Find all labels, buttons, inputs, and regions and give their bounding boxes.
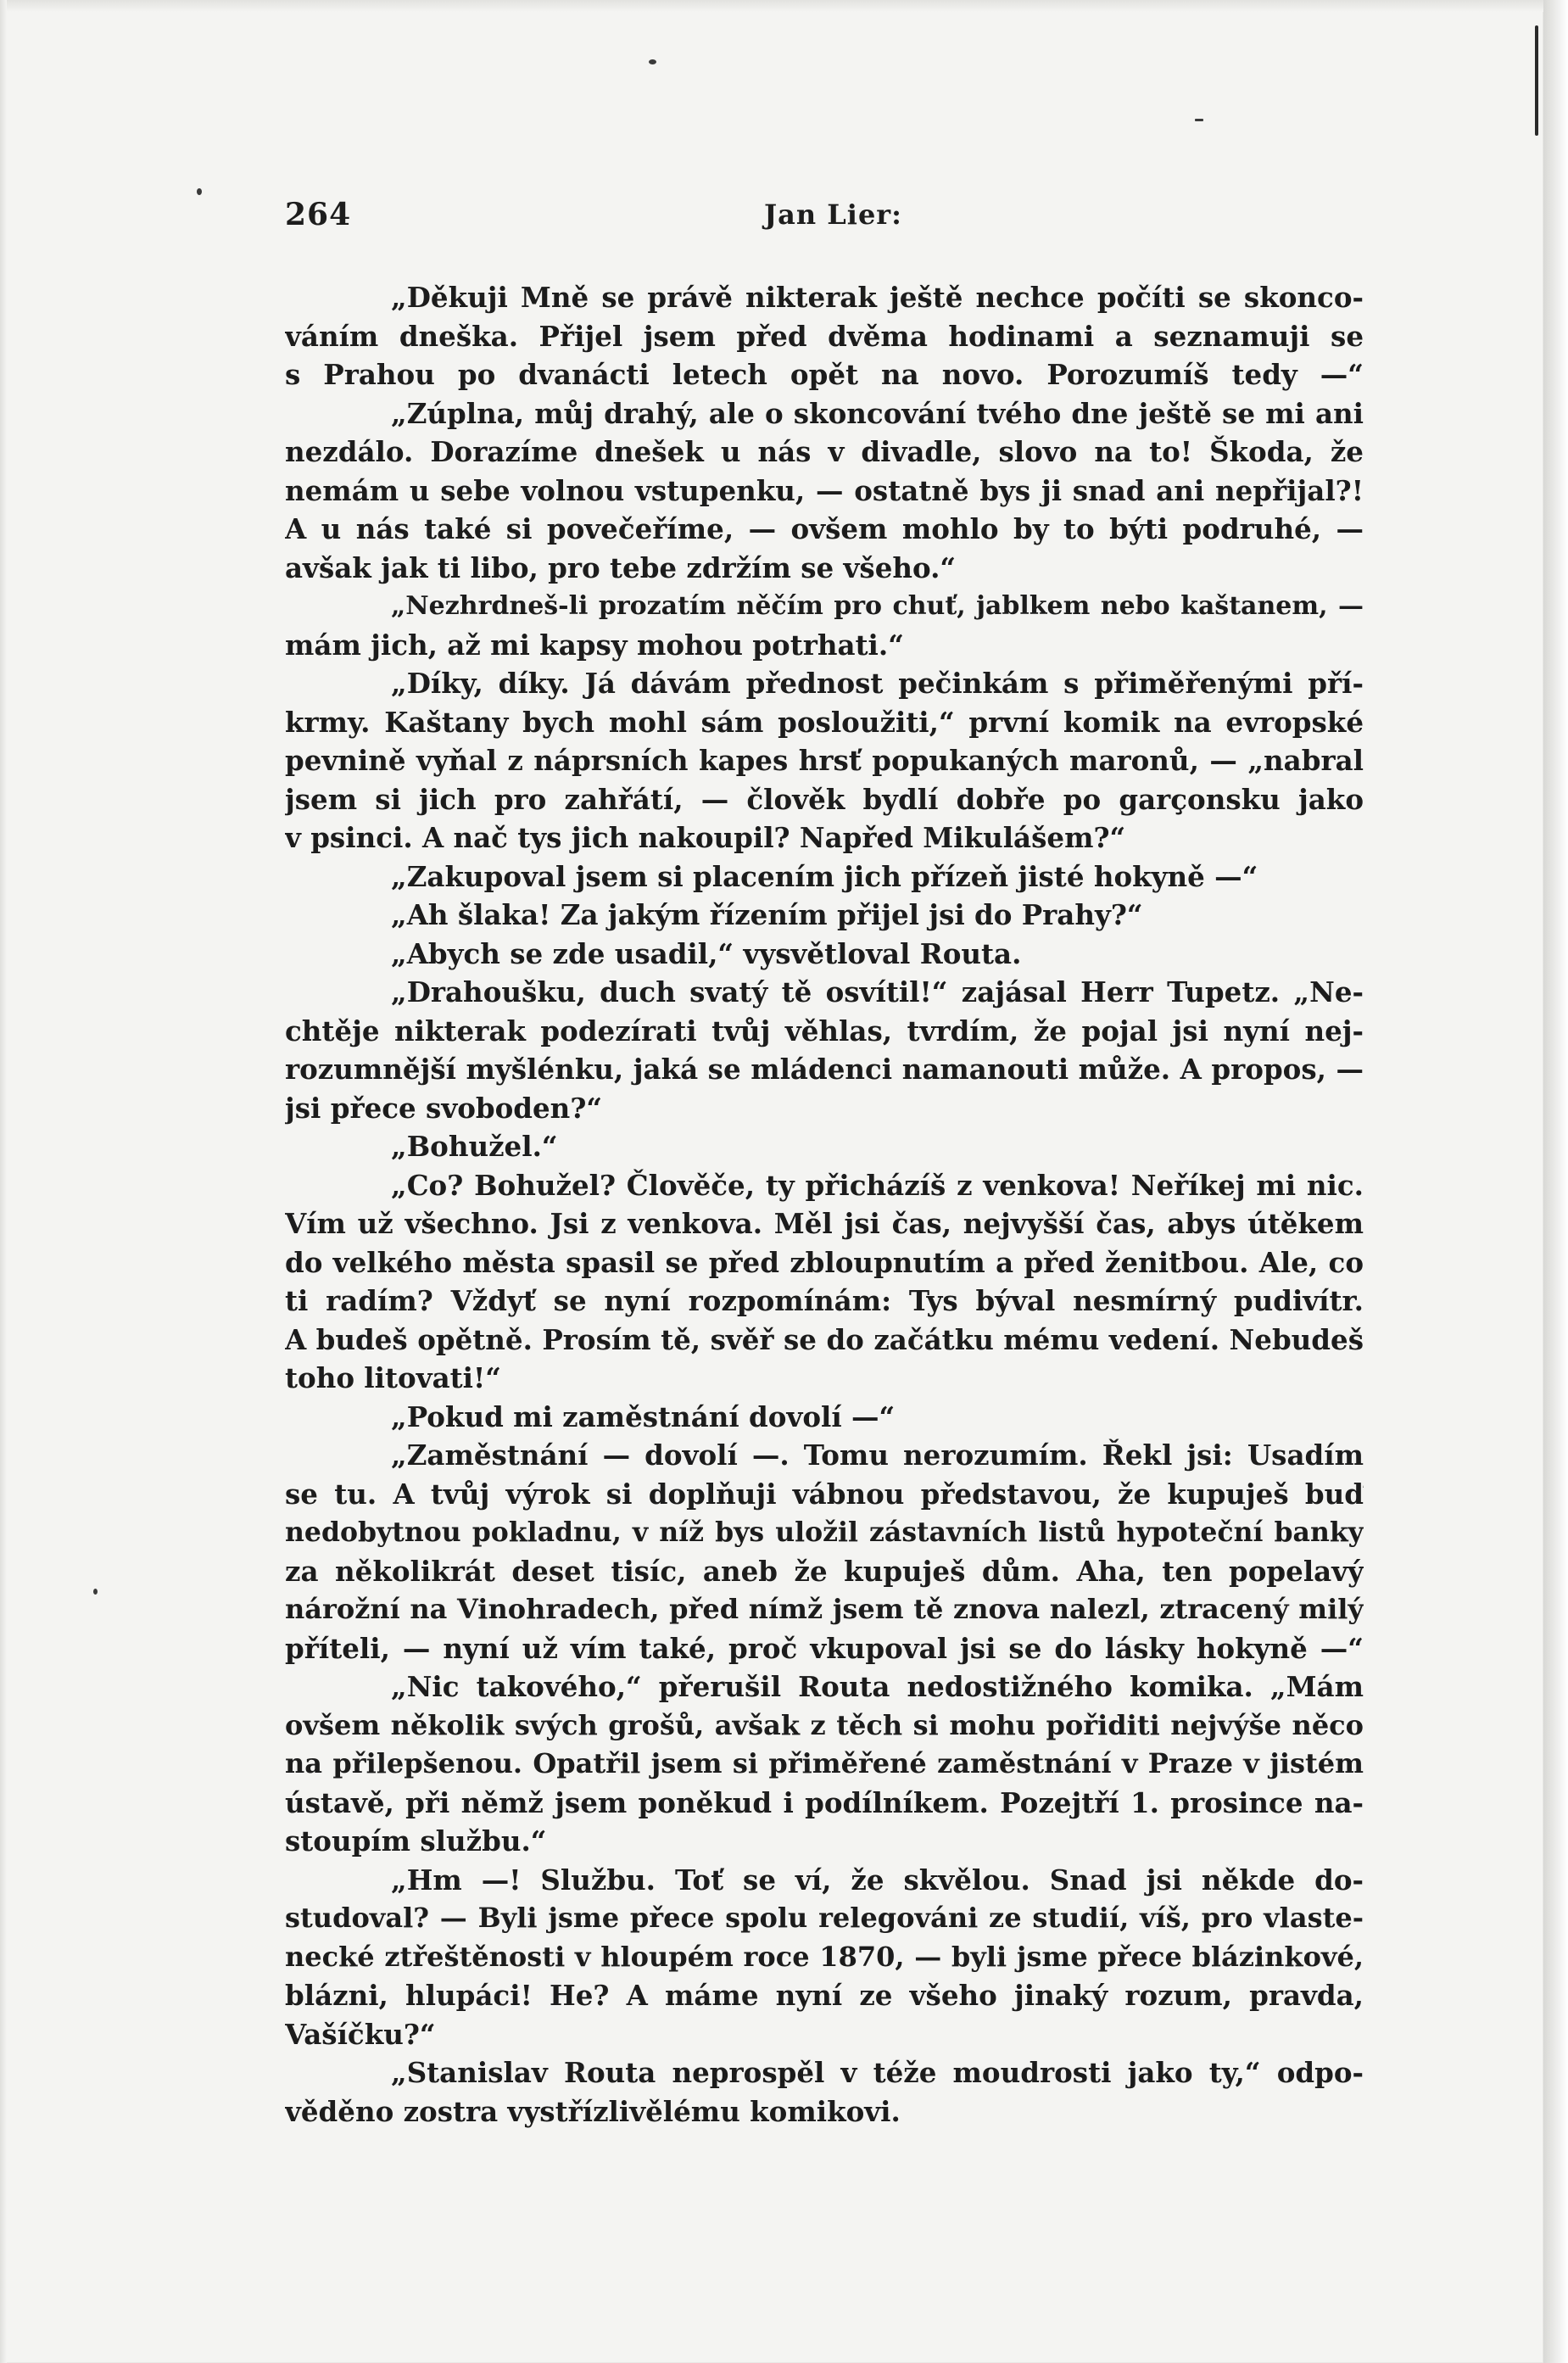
text-line: krmy. Kaštany bych mohl sám posloužiti,“ první komik na evropské: [285, 705, 1364, 739]
text-line: „Nezhrdneš-li prozatím něčím pro chuť, jablkem nebo kaštanem, —: [391, 591, 1364, 621]
text-line: „Zúplna, můj drahý, ale o skoncování tvého dne ještě se mi ani: [391, 396, 1364, 430]
text-line: s Prahou po dvanácti letech opět na novo. Porozumíš tedy —“: [285, 358, 1364, 391]
text-line: ústavě, při němž jsem poněkud i podílníkem. Pozejtří 1. prosince na-: [285, 1785, 1364, 1819]
text-line: Vašíčku?“: [285, 2017, 436, 2051]
ink-speck: [1535, 25, 1538, 136]
page-header: [285, 197, 1370, 239]
text-line: příteli, — nyní už vím také, proč vkupoval jsi se do lásky hokyně —“: [285, 1631, 1364, 1665]
text-line: se tu. A tvůj výrok si doplňuji vábnou představou, že kupuješ buď: [285, 1477, 1364, 1511]
text-line: avšak jak ti libo, pro tebe zdržím se všeho.“: [285, 550, 957, 584]
text-line: na přilepšenou. Opatřil jsem si přiměřené zaměstnání v Praze v jistém: [285, 1747, 1364, 1779]
text-line: do velkého města spasil se před zbloupnutím a před ženitbou. Ale, co: [285, 1245, 1364, 1279]
text-line: „Pokud mi zaměstnání dovolí —“: [391, 1399, 896, 1433]
page-edge-left: [0, 0, 7, 2363]
text-line: nemám u sebe volnou vstupenku, — ostatně bys ji snad ani nepřijal?!: [285, 473, 1364, 507]
text-line: A u nás také si povečeříme, — ovšem mohlo by to býti podruhé, —: [285, 512, 1364, 545]
text-line: rozumnější myšlénku, jaká se mládenci namanouti může. A propos, —: [285, 1053, 1364, 1086]
text-line: „Drahoušku, duch svatý tě osvítil!“ zajásal Herr Tupetz. „Ne-: [391, 975, 1364, 1008]
text-line: „Díky, díky. Já dávám přednost pečinkám s přiměřenými pří-: [391, 667, 1364, 700]
text-line: „Zakupoval jsem si placením jich přízeň jisté hokyně —“: [391, 859, 1258, 893]
text-line: v psinci. A nač tys jich nakoupil? Napřed Mikulášem?“: [285, 821, 1126, 854]
text-line: „Hm —! Službu. Toť se ví, že skvělou. Snad jsi někde do-: [391, 1863, 1364, 1897]
ink-speck: [649, 59, 656, 64]
text-line: nárožní na Vinohradech, před nímž jsem tě znova nalezl, ztracený milý: [285, 1593, 1364, 1625]
text-line: „Co? Bohužel? Člověče, ty přicházíš z venkova! Neříkej mi nic.: [391, 1168, 1364, 1202]
text-line: „Bohužel.“: [391, 1130, 558, 1163]
running-head: Jan Lier:: [764, 198, 902, 231]
text-line: věděno zostra vystřízlivělému komikovi.: [285, 2094, 901, 2128]
text-line: „Abych se zde usadil,“ vysvětloval Routa.: [391, 936, 1022, 970]
text-line: stoupím službu.“: [285, 1824, 547, 1857]
text-line: studoval? — Byli jsme přece spolu relegováni ze studií, víš, pro vlaste-: [285, 1902, 1364, 1934]
page-edge-right: [1543, 0, 1568, 2363]
text-line: necké ztřeštěnosti v hloupém roce 1870, — byli jsme přece blázinkové,: [285, 1940, 1364, 1973]
text-line: ti radím? Vždyť se nyní rozpomínám: Tys býval nesmírný pudivítr.: [285, 1284, 1364, 1317]
text-line: váním dneška. Přijel jsem před dvěma hodinami a seznamuji se: [285, 319, 1364, 353]
ink-speck: [1195, 119, 1203, 121]
page-edge-top: [0, 0, 1543, 12]
text-line: pevnině vyňal z náprsních kapes hrsť popukaných maronů, — „nabral: [285, 744, 1364, 777]
body-text: [285, 278, 1364, 2131]
text-line: „Nic takového,“ přerušil Routa nedostižného komika. „Mám: [391, 1670, 1364, 1703]
text-line: „Zaměstnání — dovolí —. Tomu nerozumím. Řekl jsi: Usadím: [391, 1438, 1364, 1472]
ink-speck: [93, 1589, 98, 1595]
text-line: za několikrát deset tisíc, aneb že kupuješ dům. Aha, ten popelavý: [285, 1554, 1364, 1588]
text-line: nezdálo. Dorazíme dnešek u nás v divadle, slovo na to! Škoda, že: [285, 435, 1364, 468]
ink-speck: [197, 188, 202, 195]
text-line: Vím už všechno. Jsi z venkova. Měl jsi čas, nejvyšší čas, abys útěkem: [285, 1207, 1364, 1240]
text-line: mám jich, až mi kapsy mohou potrhati.“: [285, 628, 904, 662]
text-line: blázni, hlupáci! He? A máme nyní ze všeho jinaký rozum, pravda,: [285, 1979, 1364, 2012]
text-line: nedobytnou pokladnu, v níž bys uložil zástavních listů hypoteční banky: [285, 1517, 1364, 1548]
text-line: chtěje nikterak podezírati tvůj věhlas, tvrdím, že pojal jsi nyní nej-: [285, 1014, 1364, 1047]
text-line: „Děkuji Mně se právě nikterak ještě nechce počíti se skonco-: [391, 281, 1364, 314]
text-line: jsi přece svoboden?“: [285, 1091, 603, 1125]
text-line: toho litovati!“: [285, 1361, 501, 1394]
text-line: „Stanislav Routa neprospěl v téže moudrosti jako ty,“ odpo-: [391, 2056, 1364, 2089]
text-line: jsem si jich pro zahřátí, — člověk bydlí dobře po garçonsku jako: [285, 782, 1364, 816]
text-line: „Ah šlaka! Za jakým řízením přijel jsi do Prahy?“: [391, 898, 1143, 931]
text-line: A budeš opětně. Prosím tě, svěř se do začátku mému vedení. Nebudeš: [285, 1322, 1364, 1356]
page-number: 264: [285, 197, 352, 232]
text-line: ovšem několik svých grošů, avšak z těch si mohu pořiditi nejvýše něco: [285, 1708, 1364, 1741]
